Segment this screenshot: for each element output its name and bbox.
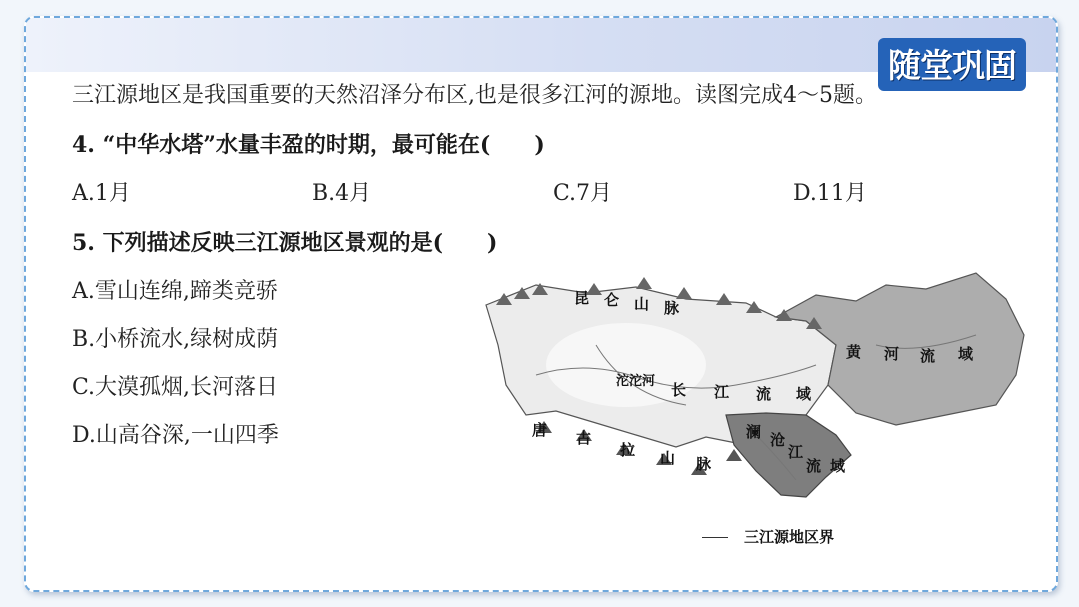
yellow-char-3: 流 xyxy=(920,347,936,365)
q5-option-a: A.雪山连绵,蹄类竞骄 xyxy=(72,279,278,304)
q4-option-a: A.1月 xyxy=(72,181,131,206)
section-badge: 随堂巩固 xyxy=(878,38,1026,91)
yangtze-char-2: 江 xyxy=(714,383,730,401)
map-legend xyxy=(702,526,834,547)
lancang-char-3: 江 xyxy=(788,443,804,461)
lancang-char-2: 沧 xyxy=(770,431,786,449)
sanjiangyuan-map xyxy=(476,265,1036,515)
kunlun-char-4: 脉 xyxy=(664,299,680,317)
kunlun-char-1: 昆 xyxy=(574,289,590,307)
lancang-char-4: 流 xyxy=(806,457,822,475)
yellow-char-2: 河 xyxy=(884,345,900,363)
q5-option-c: C.大漠孤烟,长河落日 xyxy=(72,375,279,400)
q4-option-c: C.7月 xyxy=(553,181,613,206)
boundary-line-symbol xyxy=(702,537,728,538)
legend-label: 三江源地区界 xyxy=(744,528,835,546)
question-4-stem: 4. “中华水塔”水量丰盈的时期，最可能在( ) xyxy=(72,132,545,158)
q5-option-b: B.小桥流水,绿树成荫 xyxy=(72,327,279,352)
yangtze-char-3: 流 xyxy=(756,385,772,403)
q4-option-b: B.4月 xyxy=(312,181,372,206)
q4-option-d: D.11月 xyxy=(793,181,867,206)
tuotuohe-label: 沱沱河 xyxy=(616,374,656,389)
yellow-char-1: 黄 xyxy=(846,343,862,361)
tanggula-char-5: 脉 xyxy=(696,455,712,473)
tanggula-char-2: 古 xyxy=(576,429,592,447)
yangtze-char-1: 长 xyxy=(671,381,687,399)
kunlun-char-3: 山 xyxy=(634,295,650,313)
yellow-char-4: 域 xyxy=(958,345,974,363)
yangtze-char-4: 域 xyxy=(796,385,812,403)
tanggula-char-3: 拉 xyxy=(620,441,636,459)
tanggula-char-4: 山 xyxy=(660,449,676,467)
intro-text: 三江源地区是我国重要的天然沼泽分布区,也是很多江河的源地。读图完成4～5题。 xyxy=(72,83,877,108)
tanggula-char-1: 唐 xyxy=(532,421,548,439)
kunlun-char-2: 仑 xyxy=(604,291,620,309)
lancang-char-5: 域 xyxy=(830,457,846,475)
slide xyxy=(24,16,1058,592)
question-5-stem: 5. 下列描述反映三江源地区景观的是( ) xyxy=(72,230,498,256)
lancang-char-1: 澜 xyxy=(746,423,762,441)
q5-option-d: D.山高谷深,一山四季 xyxy=(72,423,279,448)
